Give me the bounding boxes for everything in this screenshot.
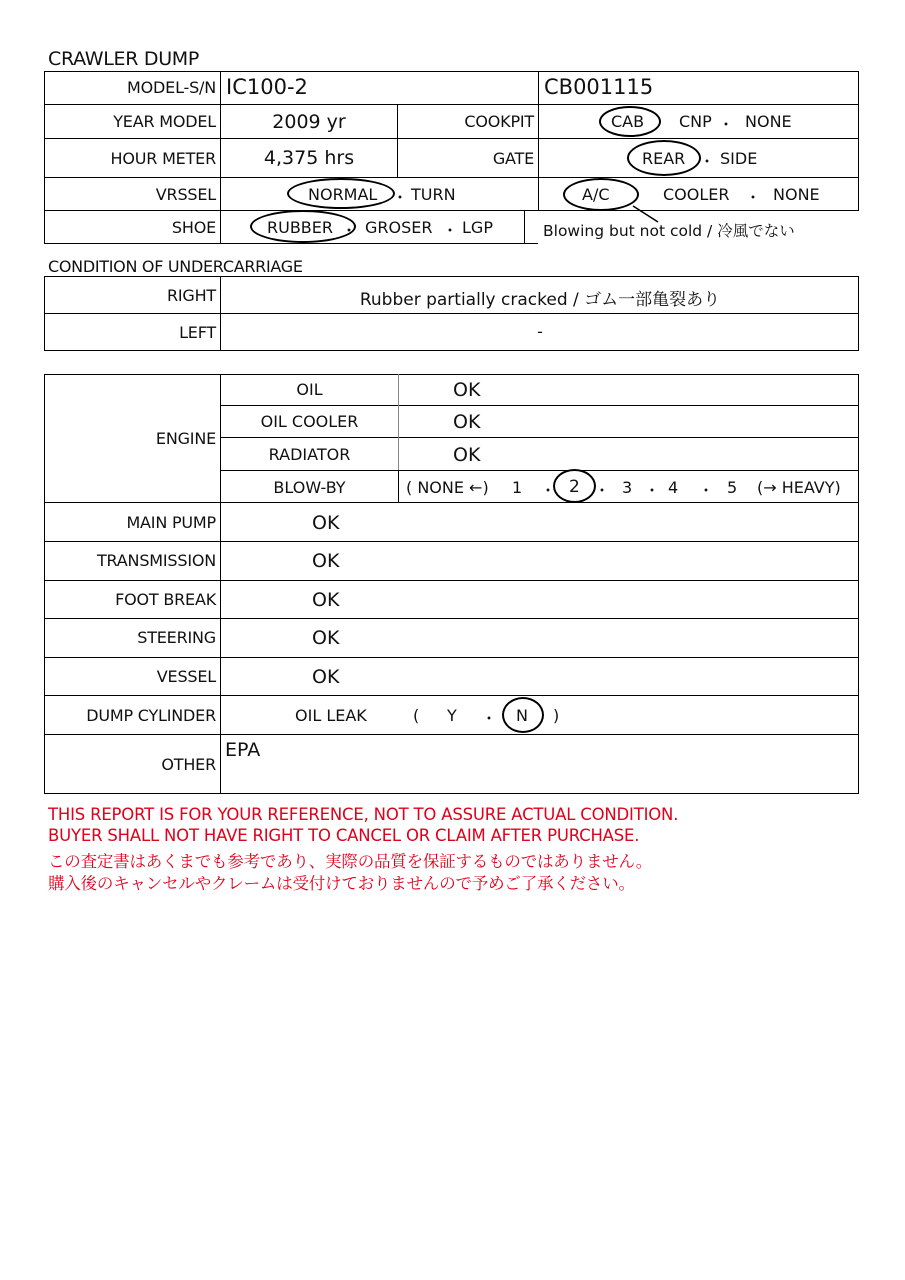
- blowby-label: BLOW-BY: [273, 478, 346, 497]
- cookpit-separator: ・: [718, 115, 735, 134]
- blowby-level-2: 2: [569, 477, 580, 497]
- oil-leak-close: ): [553, 706, 560, 725]
- hour-meter-label: HOUR METER: [110, 149, 216, 168]
- steering-value: OK: [312, 627, 340, 649]
- gate-selected-circle: [627, 140, 701, 176]
- year-model-value: 2009 yr: [272, 111, 346, 133]
- cookpit-option-none: NONE: [745, 112, 792, 131]
- dump-cylinder-label: DUMP CYLINDER: [86, 706, 216, 725]
- page-title: CRAWLER DUMP: [48, 48, 200, 70]
- blowby-separator-2: ・: [594, 481, 611, 500]
- blowby-start: ( NONE ←): [406, 478, 489, 497]
- oil-leak-option-n: N: [516, 706, 528, 725]
- oil-cooler-value: OK: [453, 411, 481, 433]
- cookpit-option-cnp: CNP: [679, 112, 712, 131]
- vessel-label: VESSEL: [156, 667, 216, 686]
- main-pump-value: OK: [312, 512, 340, 534]
- cookpit-option-cab: CAB: [611, 112, 645, 131]
- blowby-end: (→ HEAVY): [757, 478, 841, 497]
- oil-leak-open: (: [413, 706, 420, 725]
- ac-option-none: NONE: [773, 185, 820, 204]
- oil-value: OK: [453, 379, 481, 401]
- undercarriage-heading: CONDITION OF UNDERCARRIAGE: [48, 257, 303, 276]
- undercarriage-left-label: LEFT: [179, 323, 216, 342]
- cookpit-selected-circle: [599, 106, 661, 137]
- shoe-option-lgp: LGP: [462, 218, 493, 237]
- undercarriage-left-value: -: [537, 322, 543, 341]
- blowby-level-5: 5: [727, 478, 738, 497]
- other-value: EPA: [225, 739, 261, 761]
- blowby-separator-3: ・: [644, 481, 661, 500]
- gate-option-rear: REAR: [642, 149, 686, 168]
- ac-separator: ・: [745, 188, 762, 207]
- oil-cooler-label: OIL COOLER: [260, 412, 359, 431]
- blowby-selected-circle: [553, 469, 596, 503]
- shoe-option-rubber: RUBBER: [267, 218, 334, 237]
- gate-label: GATE: [492, 149, 534, 168]
- blowby-level-3: 3: [622, 478, 633, 497]
- disclaimer-line-1: THIS REPORT IS FOR YOUR REFERENCE, NOT TO ASSURE ACTUAL CONDITION.: [48, 805, 679, 824]
- gate-option-side: SIDE: [720, 149, 758, 168]
- transmission-value: OK: [312, 550, 340, 572]
- engine-label: ENGINE: [155, 429, 216, 448]
- shoe-option-groser: GROSER: [365, 218, 433, 237]
- radiator-label: RADIATOR: [268, 445, 351, 464]
- foot-break-label: FOOT BREAK: [115, 590, 216, 609]
- oil-leak-separator: ・: [481, 709, 498, 728]
- vessel-value: OK: [312, 666, 340, 688]
- ac-option-cooler: COOLER: [663, 185, 730, 204]
- radiator-value: OK: [453, 444, 481, 466]
- shoe-label: SHOE: [171, 218, 216, 237]
- hour-meter-value: 4,375 hrs: [263, 147, 355, 169]
- model-sn-label: MODEL-S/N: [127, 78, 216, 97]
- other-label: OTHER: [161, 755, 216, 774]
- transmission-label: TRANSMISSION: [96, 551, 216, 570]
- blowby-level-1: 1: [512, 478, 523, 497]
- model-value: IC100-2: [226, 75, 308, 99]
- steering-label: STEERING: [137, 628, 216, 647]
- foot-break-value: OK: [312, 589, 340, 611]
- vessel-type-label: VRSSEL: [155, 185, 216, 204]
- year-model-label: YEAR MODEL: [113, 112, 216, 131]
- ac-selected-circle: [563, 178, 639, 211]
- main-pump-label: MAIN PUMP: [126, 513, 216, 532]
- blowby-separator-4: ・: [698, 481, 715, 500]
- disclaimer-line-2: BUYER SHALL NOT HAVE RIGHT TO CANCEL OR CLAIM AFTER PURCHASE.: [48, 826, 640, 845]
- oil-leak-selected-circle: [502, 697, 544, 733]
- blowby-level-4: 4: [668, 478, 679, 497]
- ac-note: Blowing but not cold / 冷風でない: [543, 222, 795, 240]
- disclaimer-line-3: この査定書はあくまでも参考であり、実際の品質を保証するものではありません。: [48, 852, 653, 871]
- undercarriage-right-label: RIGHT: [166, 286, 216, 305]
- shoe-separator-1: ・: [341, 221, 358, 240]
- blowby-separator-1: ・: [540, 481, 557, 500]
- gate-separator: ・: [699, 152, 716, 171]
- vessel-selected-circle: [287, 178, 395, 209]
- oil-leak-label: OIL LEAK: [295, 706, 367, 725]
- vessel-separator: ・: [392, 188, 409, 207]
- oil-leak-option-y: Y: [447, 706, 457, 725]
- shoe-separator-2: ・: [442, 221, 459, 240]
- vessel-option-normal: NORMAL: [308, 185, 378, 204]
- undercarriage-right-value: Rubber partially cracked / ゴム一部亀裂あり: [359, 290, 721, 310]
- serial-value: CB001115: [544, 75, 654, 99]
- oil-label: OIL: [296, 380, 323, 399]
- cookpit-label: COOKPIT: [464, 112, 534, 131]
- ac-option-ac: A/C: [582, 185, 610, 204]
- shoe-selected-circle: [250, 210, 356, 243]
- disclaimer-line-4: 購入後のキャンセルやクレームは受付けておりませんので予めご了承ください。: [48, 874, 635, 893]
- vessel-option-turn: TURN: [411, 185, 456, 204]
